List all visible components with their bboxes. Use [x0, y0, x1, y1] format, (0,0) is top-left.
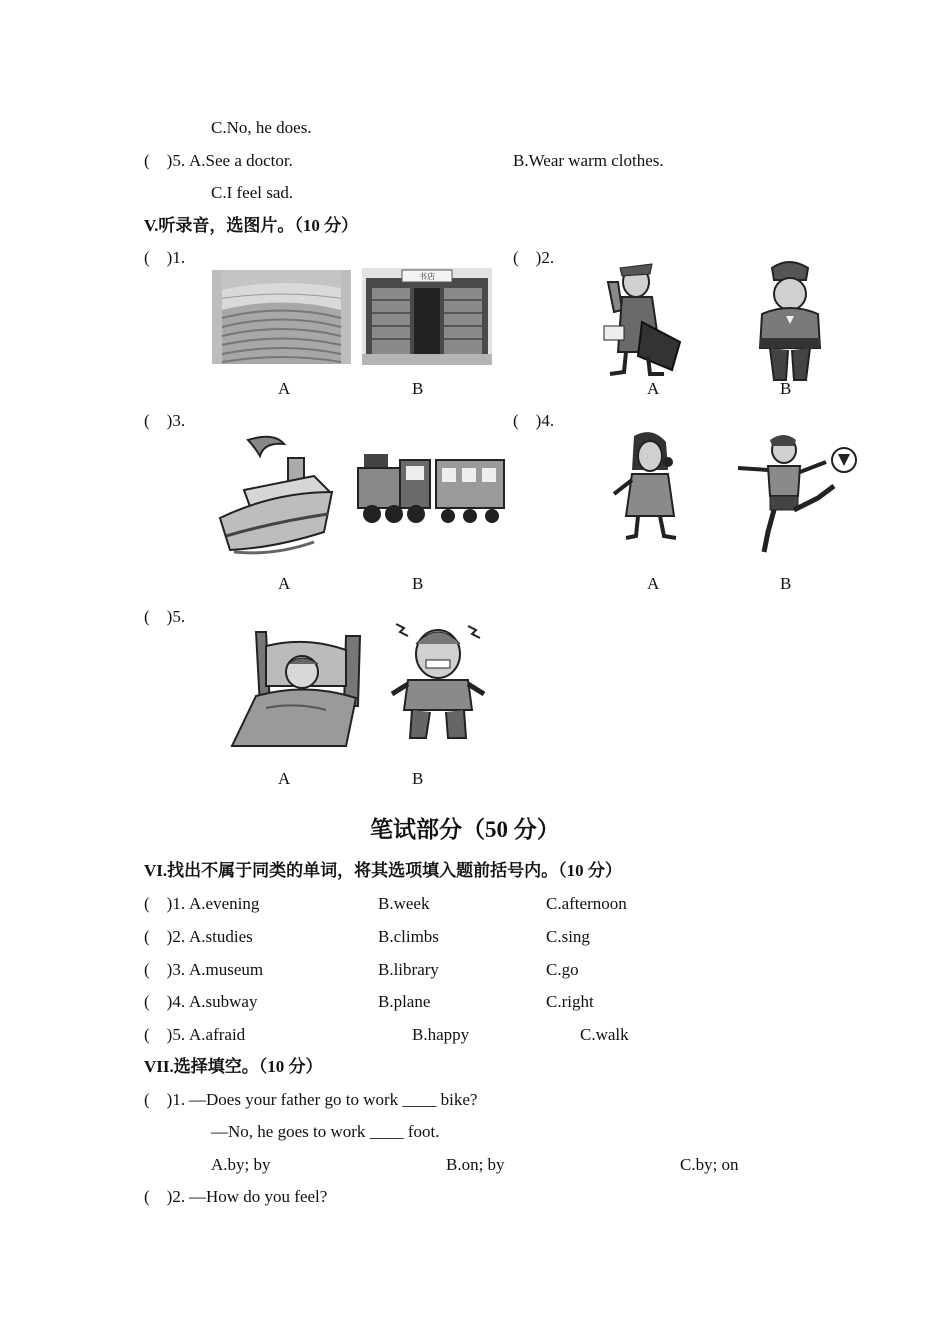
football-player-picture — [734, 432, 858, 560]
vi-q1-option-c: C.afternoon — [546, 894, 627, 913]
sick-in-bed-picture — [226, 626, 366, 748]
vii-q1-line1: —Does your father go to work ____ bike? — [189, 1090, 478, 1109]
section-v-heading: V.听录音，选图片。（10 分） — [144, 216, 359, 235]
vi-q5-number: ( )5. — [144, 1025, 186, 1044]
angry-boy-picture — [386, 620, 490, 746]
vii-q1-line2: —No, he goes to work ____ foot. — [211, 1122, 440, 1141]
v-q3-label-b: B — [412, 574, 424, 593]
vii-q1-number: ( )1. — [144, 1090, 186, 1109]
v-q1-label-a: A — [278, 379, 291, 398]
v-q2-label-b: B — [780, 379, 792, 398]
written-part-title: 笔试部分（50 分） — [370, 817, 560, 842]
vi-q4-option-c: C.right — [546, 992, 594, 1011]
v-q5-label-b: B — [412, 769, 424, 788]
vi-q4-option-b: B.plane — [378, 992, 431, 1011]
v-q2-label-a: A — [647, 379, 660, 398]
vi-q4-number: ( )4. — [144, 992, 186, 1011]
v-q4-label-b: B — [780, 574, 792, 593]
vi-q2-option-b: B.climbs — [378, 927, 439, 946]
vi-q2-option-a: A.studies — [189, 927, 253, 946]
singer-picture — [608, 430, 694, 542]
vi-q4-option-a: A.subway — [189, 992, 258, 1011]
vi-q2-number: ( )2. — [144, 927, 186, 946]
section-vi-heading: VI.找出不属于同类的单词，将其选项填入题前括号内。（10 分） — [144, 861, 622, 880]
q5-option-c: C.I feel sad. — [211, 183, 294, 202]
vi-q1-option-b: B.week — [378, 894, 430, 913]
v-q4-number: ( )4. — [513, 411, 555, 430]
section-vii-heading: VII.选择填空。（10 分） — [144, 1057, 323, 1076]
train-picture — [354, 450, 506, 530]
q5-option-a: A.See a doctor. — [189, 151, 293, 170]
vii-q2-line1: —How do you feel? — [189, 1187, 328, 1206]
vii-q1-option-c: C.by; on — [680, 1155, 739, 1174]
v-q3-number: ( )3. — [144, 411, 186, 430]
v-q4-label-a: A — [647, 574, 660, 593]
vi-q5-option-c: C.walk — [580, 1025, 629, 1044]
concert-hall-picture — [212, 270, 351, 364]
vii-q2-number: ( )2. — [144, 1187, 186, 1206]
vi-q3-option-c: C.go — [546, 960, 579, 979]
vi-q5-option-b: B.happy — [412, 1025, 470, 1044]
vi-q5-option-a: A.afraid — [189, 1025, 246, 1044]
vi-q2-option-c: C.sing — [546, 927, 590, 946]
postman-picture — [598, 252, 688, 378]
v-q1-label-b: B — [412, 379, 424, 398]
vi-q3-option-b: B.library — [378, 960, 439, 979]
policeman-picture — [750, 258, 828, 384]
vi-q1-number: ( )1. — [144, 894, 186, 913]
v-q5-label-a: A — [278, 769, 291, 788]
v-q5-number: ( )5. — [144, 607, 186, 626]
vi-q3-number: ( )3. — [144, 960, 186, 979]
q5-option-b: B.Wear warm clothes. — [513, 151, 664, 170]
v-q3-label-a: A — [278, 574, 291, 593]
vii-q1-option-b: B.on; by — [446, 1155, 505, 1174]
vi-q3-option-a: A.museum — [189, 960, 264, 979]
v-q1-number: ( )1. — [144, 248, 186, 267]
vii-q1-option-a: A.by; by — [211, 1155, 271, 1174]
vi-q1-option-a: A.evening — [189, 894, 260, 913]
v-q2-number: ( )2. — [513, 248, 555, 267]
q4-option-c: C.No, he does. — [211, 118, 312, 137]
bookstore-picture — [362, 268, 492, 365]
bookstore-sign: 书店 — [419, 272, 435, 281]
ship-picture — [214, 432, 334, 560]
q5-number: ( )5. — [144, 151, 186, 170]
